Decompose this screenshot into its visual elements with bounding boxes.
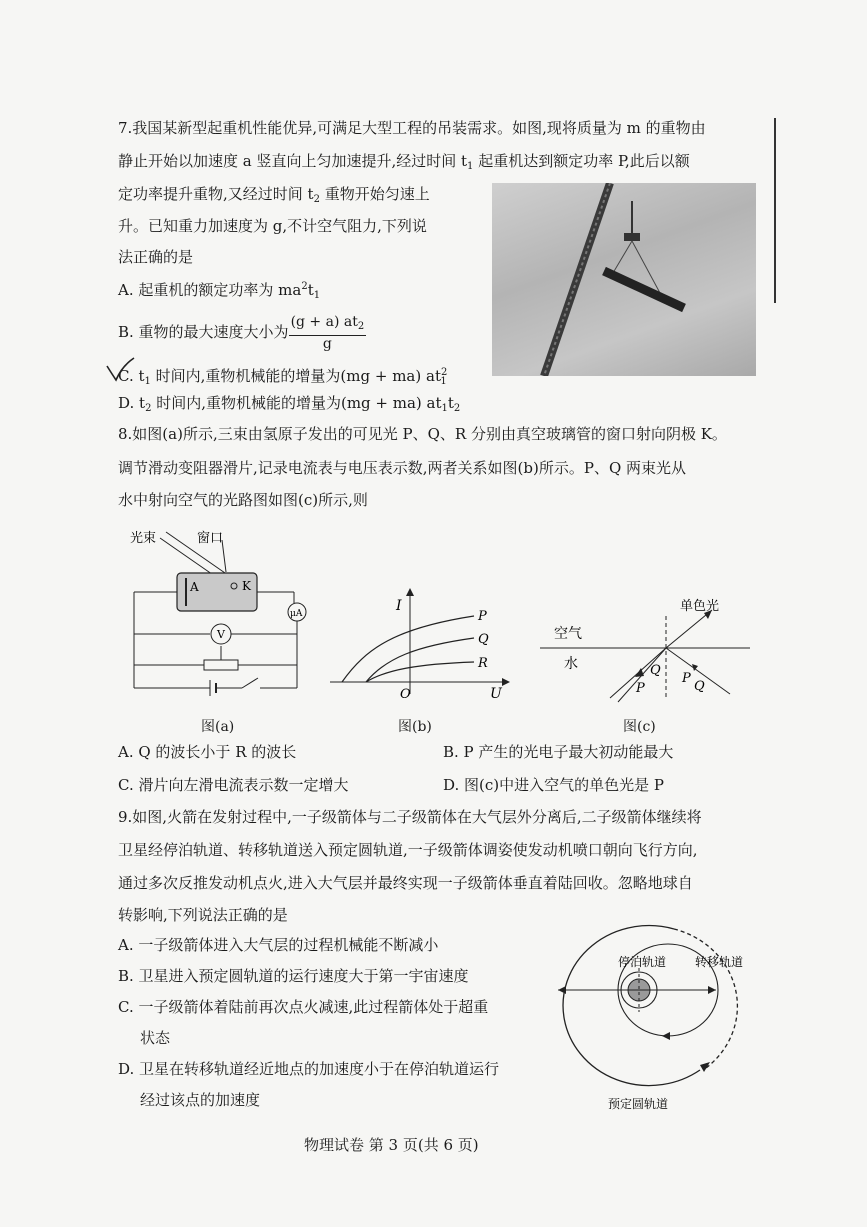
q8-option-a: A. Q 的波长小于 R 的波长	[118, 743, 297, 761]
q9-line4: 转影响,下列说法正确的是	[118, 906, 288, 924]
q9-option-c-line2: 状态	[140, 1029, 171, 1047]
target-orbit	[563, 926, 700, 1086]
q7-option-c: C. $t_1$ 时间内,重物机械能的增量为(mg + ma) $at^2_1$	[118, 367, 448, 387]
ray-q-label: Q	[650, 663, 661, 678]
beam-label: 光束	[130, 531, 157, 546]
q9-line2: 卫星经停泊轨道、转移轨道送入预定圆轨道,一子级箭体调姿使发动机喷口朝向飞行方向,	[118, 841, 698, 859]
q7-line3: 定功率提升重物,又经过时间 $t_2$ 重物开始匀速上	[118, 185, 430, 205]
figure-c-caption: 图(c)	[623, 719, 656, 735]
q8-line1: 8.如图(a)所示,三束由氢原子发出的可见光 P、Q、R 分别由真空玻璃管的窗口射向阴极 K。	[118, 425, 727, 443]
figure-a-circuit	[122, 528, 322, 698]
q9-option-b: B. 卫星进入预定圆轨道的运行速度大于第一宇宙速度	[118, 967, 469, 985]
window-label: 窗口	[197, 531, 224, 546]
q9-option-d-line1: D. 卫星在转移轨道经近地点的加速度小于在停泊轨道运行	[118, 1060, 500, 1078]
q7-option-a: A. 起重机的额定功率为 $ma^2t_1$	[118, 281, 321, 301]
q7-line5: 法正确的是	[118, 248, 194, 266]
curve-r-label: R	[478, 656, 488, 671]
q8-line2: 调节滑动变阻器滑片,记录电流表与电压表示数,两者关系如图(b)所示。P、Q 两束光从	[118, 459, 687, 477]
check-mark-icon	[104, 356, 138, 384]
figure-a-caption: 图(a)	[201, 719, 235, 735]
figure-c-refraction	[540, 594, 755, 706]
q9-line3: 通过多次反推发动机点火,进入大气层并最终实现一子级箭体垂直着陆回收。忽略地球自	[118, 874, 693, 892]
curve-p	[342, 616, 474, 682]
q7-option-d: D. $t_2$ 时间内,重物机械能的增量为(mg + ma) $at_1t_2$	[118, 394, 461, 414]
axis-i-label: I	[396, 598, 402, 614]
q7-b-fraction: $\frac{(g + a) at_2}{g}$	[290, 314, 365, 352]
q8-option-d: D. 图(c)中进入空气的单色光是 P	[443, 776, 664, 794]
q9-option-d-line2: 经过该点的加速度	[140, 1091, 261, 1109]
mono-light-label: 单色光	[680, 599, 720, 614]
crane-photo	[492, 183, 756, 376]
cathode-label: K	[242, 579, 251, 593]
margin-line	[774, 118, 776, 303]
anode-label: A	[190, 580, 199, 594]
q7-line1: 7.我国某新型起重机性能优异,可满足大型工程的吊装需求。如图,现将质量为 m 的重物由	[118, 119, 706, 137]
reflected-p-label: P	[682, 671, 691, 686]
q9-option-a: A. 一子级箭体进入大气层的过程机械能不断减小	[118, 936, 439, 954]
rheostat	[204, 660, 238, 670]
page-footer: 物理试卷 第 3 页(共 6 页)	[304, 1136, 479, 1154]
ammeter-label: μA	[290, 609, 303, 619]
curve-q	[366, 638, 474, 682]
origin-label: O	[400, 687, 411, 700]
curve-p-label: P	[478, 609, 487, 624]
figure-b-graph	[326, 588, 512, 700]
q8-option-c: C. 滑片向左滑电流表示数一定增大	[118, 776, 349, 794]
curve-q-label: Q	[478, 632, 489, 647]
orbit-diagram	[550, 920, 770, 1115]
figure-b-caption: 图(b)	[398, 719, 432, 735]
air-label: 空气	[554, 626, 582, 642]
water-label: 水	[564, 656, 578, 672]
q7-option-b: B. 重物的最大速度大小为 $\frac{(g + a) at_2}{g}$	[118, 314, 365, 352]
q9-line1: 9.如图,火箭在发射过程中,一子级箭体与二子级箭体在大气层外分离后,二子级箭体继续将	[118, 808, 702, 826]
crane-illustration	[492, 183, 756, 376]
reflected-q-label: Q	[694, 679, 705, 694]
voltmeter-label: V	[217, 628, 225, 641]
q7-line4: 升。已知重力加速度为 g,不计空气阻力,下列说	[118, 217, 427, 235]
ray-p-label: P	[636, 681, 645, 696]
curve-r	[366, 662, 474, 682]
q7-line2: 静止开始以加速度 a 竖直向上匀加速提升,经过时间 $t_1$ 起重机达到额定功率 P,此后以额	[118, 152, 690, 172]
q8-line3: 水中射向空气的光路图如图(c)所示,则	[118, 491, 368, 509]
target-orbit-label: 预定圆轨道	[608, 1097, 669, 1111]
parking-orbit-label: 停泊轨道	[618, 955, 667, 969]
q9-option-c-line1: C. 一子级箭体着陆前再次点火减速,此过程箭体处于超重	[118, 998, 489, 1016]
axis-u-label: U	[490, 686, 502, 700]
q8-option-b: B. P 产生的光电子最大初动能最大	[443, 743, 674, 761]
transfer-orbit-label: 转移轨道	[695, 955, 744, 969]
